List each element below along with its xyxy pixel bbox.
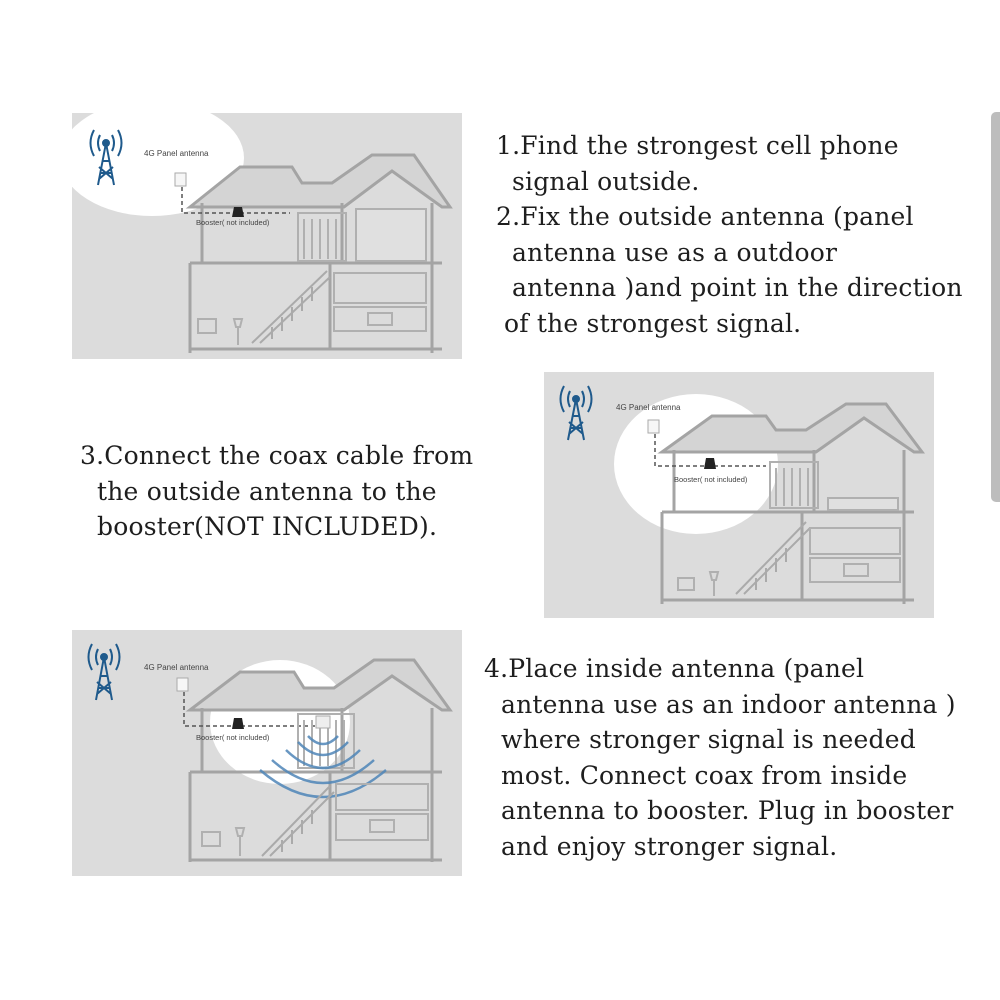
instruction-steps-1-2 <box>496 128 963 341</box>
instruction-line: and enjoy stronger signal. <box>501 831 838 861</box>
instruction-line: of the strongest signal. <box>504 308 802 338</box>
instruction-line: 1.Find the strongest cell phone <box>496 131 899 160</box>
instruction-line: 4.Place inside antenna (panel <box>484 654 865 683</box>
panel-antenna-icon <box>175 173 186 186</box>
diagram-panel-step1 <box>72 113 462 359</box>
cell-tower-icon <box>561 386 592 440</box>
instruction-line: antenna use as a outdoor <box>512 237 838 267</box>
booster-icon <box>232 718 244 729</box>
instruction-line: the outside antenna to the <box>97 476 437 506</box>
instruction-line: signal outside. <box>512 166 700 196</box>
living-room <box>202 828 244 856</box>
instruction-line: antenna to booster. Plug in booster <box>501 796 954 825</box>
cell-tower-icon <box>89 644 120 700</box>
diagram-panel-step3 <box>544 372 934 618</box>
booster-label: Booster( not included) <box>674 475 748 484</box>
antenna-label: 4G Panel antenna <box>616 403 681 412</box>
diagram-panel-step4 <box>72 630 462 876</box>
staircase <box>252 271 330 343</box>
instruction-line: antenna )and point in the direction <box>512 273 963 302</box>
kitchen <box>810 528 900 582</box>
booster-label: Booster( not included) <box>196 218 270 227</box>
antenna-label: 4G Panel antenna <box>144 149 209 158</box>
staircase <box>736 522 810 594</box>
panel-antenna-icon <box>177 678 188 691</box>
scrollbar[interactable] <box>991 112 1000 502</box>
instruction-step-4 <box>484 651 956 864</box>
house-diagram <box>72 113 462 359</box>
house-diagram <box>544 372 934 618</box>
house-diagram <box>72 630 462 876</box>
instruction-line: antenna use as an indoor antenna ) <box>501 689 956 719</box>
panel-antenna-icon <box>648 420 659 433</box>
booster-label: Booster( not included) <box>196 733 270 742</box>
instruction-line: most. Connect coax from inside <box>501 760 908 790</box>
kitchen <box>334 273 426 331</box>
booster-icon <box>232 207 244 217</box>
living-room <box>198 319 242 345</box>
living-room <box>678 572 718 596</box>
upstairs-room <box>298 209 426 261</box>
instruction-line: 2.Fix the outside antenna (panel <box>496 202 914 231</box>
antenna-label: 4G Panel antenna <box>144 663 209 672</box>
instruction-line: where stronger signal is needed <box>501 725 916 754</box>
booster-icon <box>704 458 716 469</box>
instruction-line: booster(NOT INCLUDED). <box>97 512 438 541</box>
instruction-line: 3.Connect the coax cable from <box>80 441 474 470</box>
instruction-step-3 <box>80 438 473 545</box>
upstairs-room <box>770 462 898 510</box>
indoor-antenna-icon <box>316 716 330 728</box>
